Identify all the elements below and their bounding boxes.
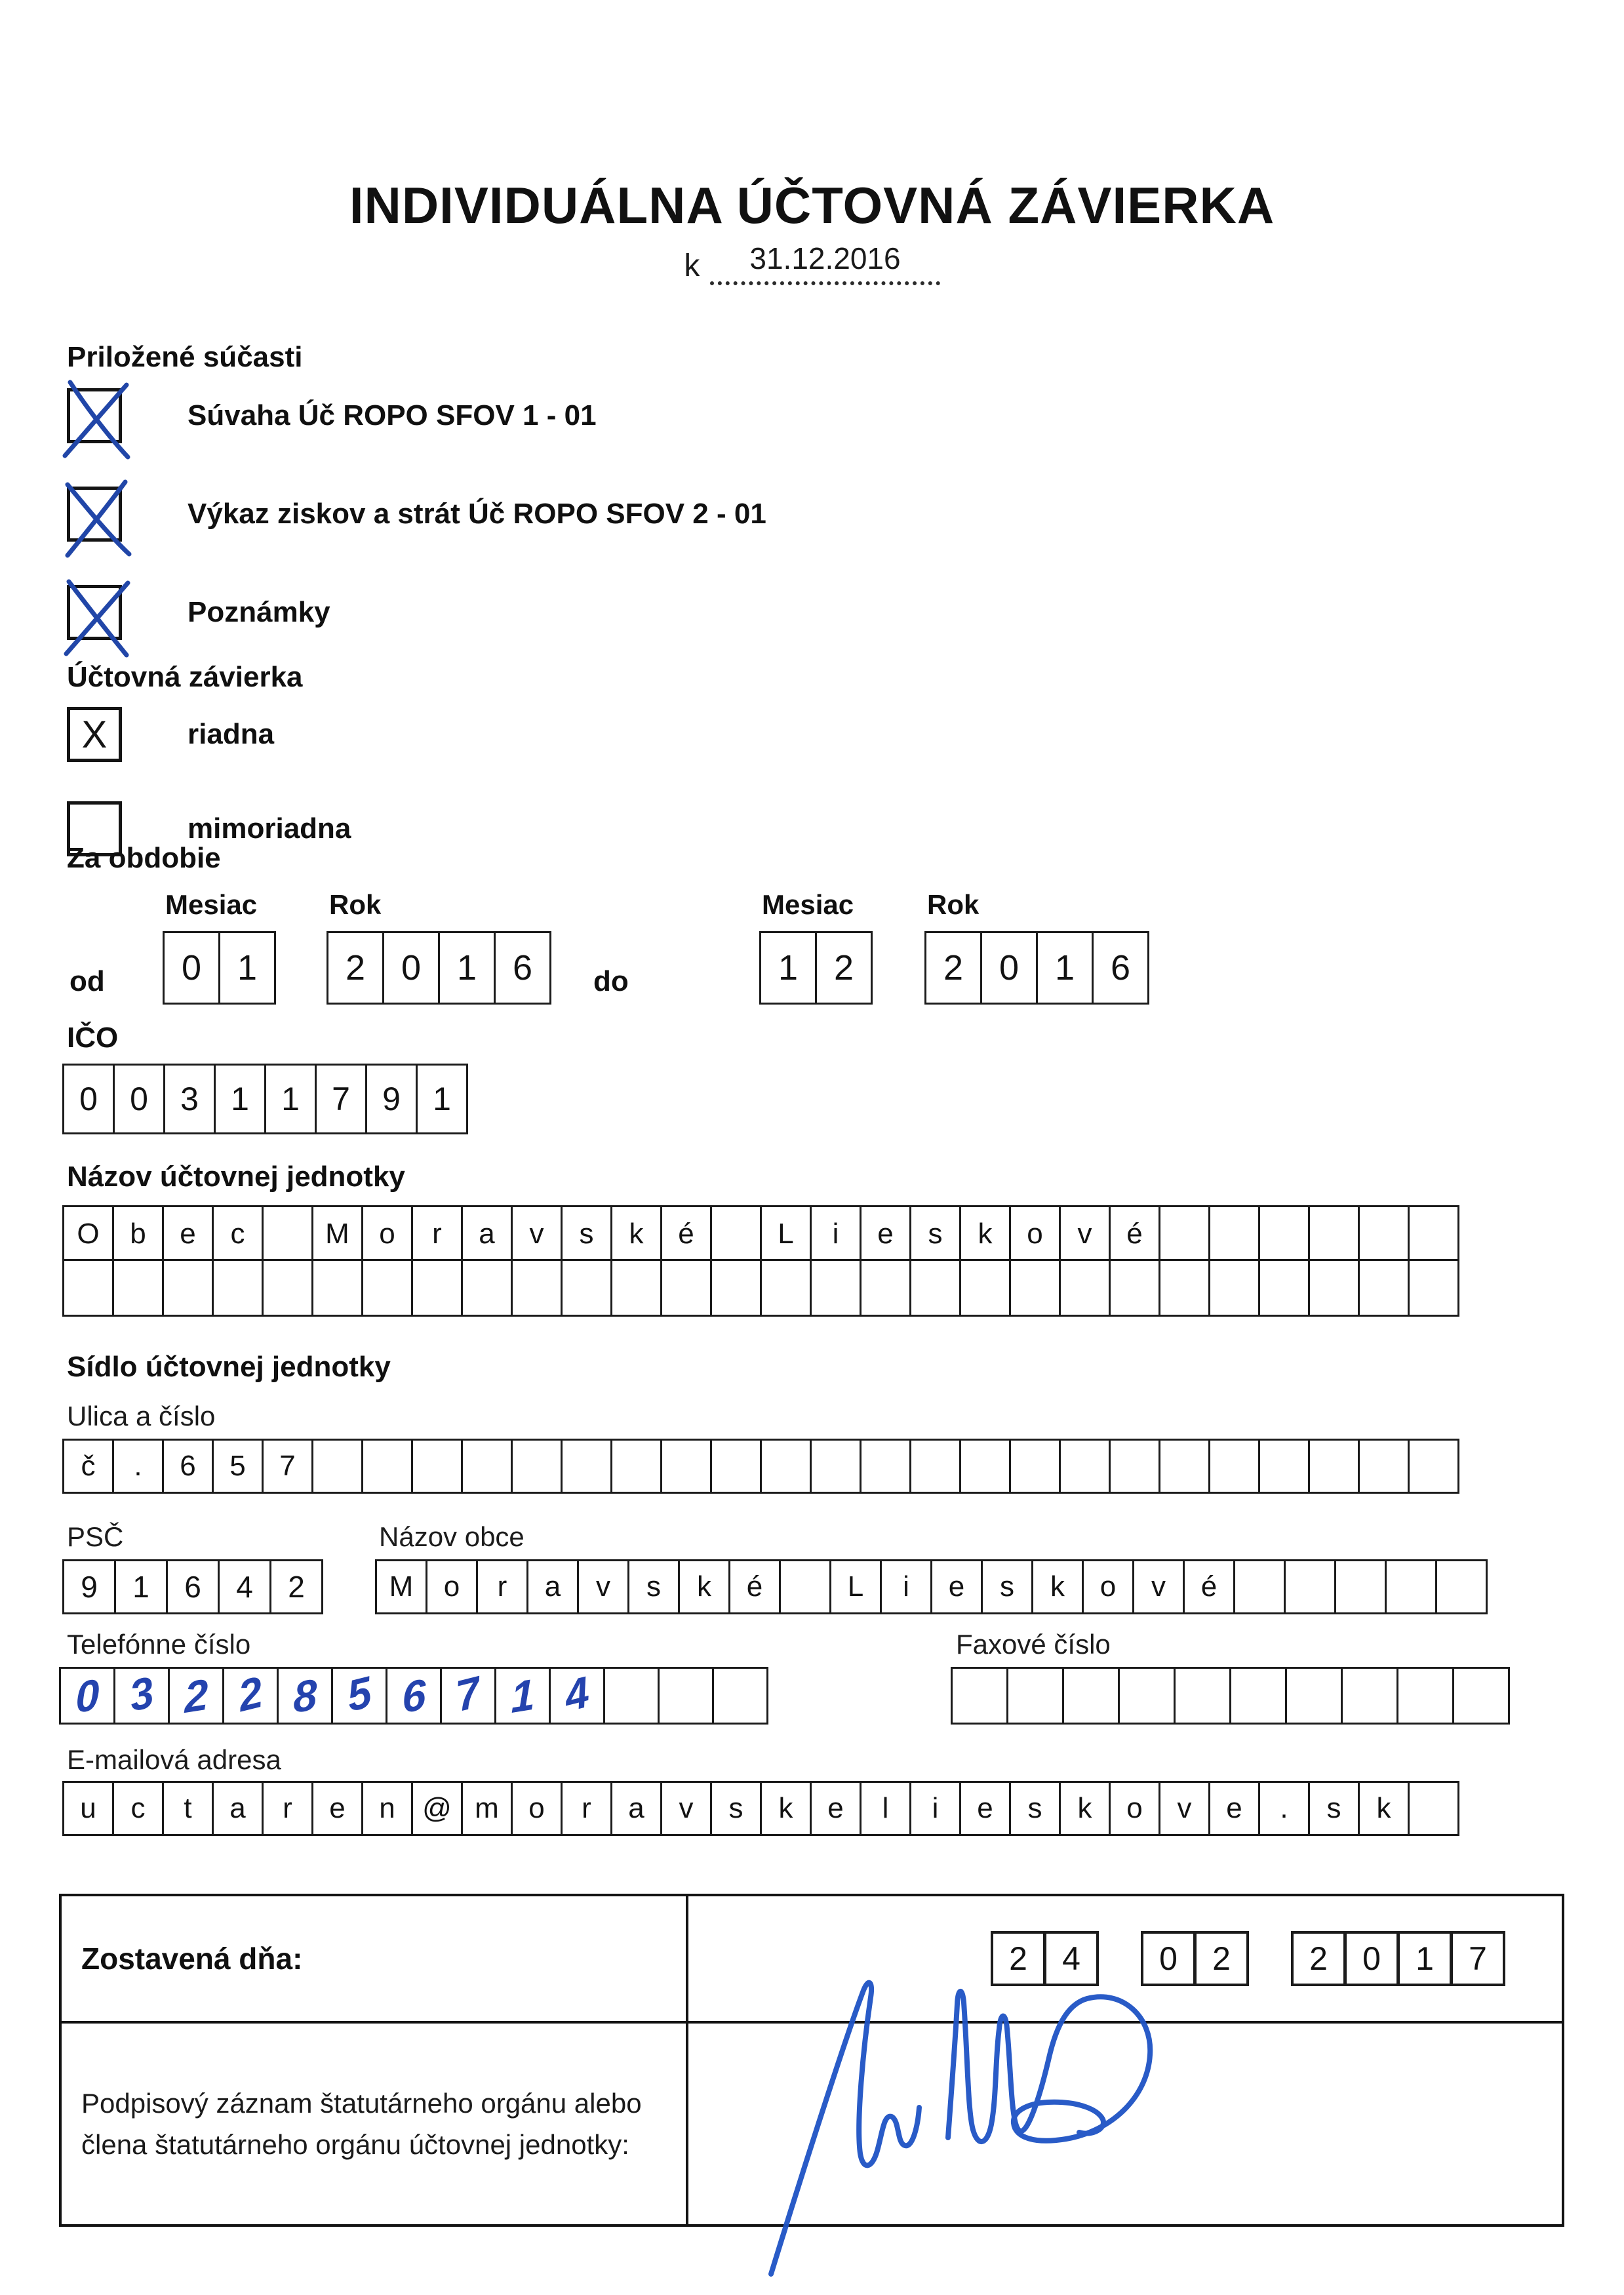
char-cell[interactable]: 7 — [1450, 1931, 1505, 1986]
char-cell[interactable] — [1258, 1205, 1310, 1263]
period-to-year-grid — [924, 931, 1149, 1005]
char-cell[interactable] — [311, 1439, 363, 1494]
char-cell[interactable]: i — [909, 1781, 961, 1836]
char-cell[interactable] — [1408, 1259, 1459, 1317]
period-to-year-group — [924, 889, 1149, 1005]
char-cell[interactable] — [810, 1259, 862, 1317]
obec-label: Názov obce — [379, 1521, 525, 1552]
char-cell[interactable] — [1059, 1259, 1111, 1317]
char-cell[interactable]: o — [426, 1559, 478, 1614]
period-from-label: od — [69, 965, 105, 997]
char-cell[interactable] — [760, 1439, 812, 1494]
char-cell[interactable] — [62, 1259, 114, 1317]
year-label: Rok — [329, 889, 382, 920]
attachment-label-poznamky: Poznámky — [188, 596, 330, 628]
date-prefix: k — [684, 249, 700, 283]
char-cell[interactable] — [959, 1259, 1011, 1317]
period-from-month-group — [163, 889, 276, 1005]
char-cell[interactable]: M — [375, 1559, 427, 1614]
char-cell[interactable] — [1258, 1259, 1310, 1317]
char-cell[interactable]: 6 — [494, 931, 551, 1005]
char-cell[interactable] — [1009, 1439, 1061, 1494]
char-cell[interactable]: e — [959, 1781, 1011, 1836]
period-to-month-group — [759, 889, 873, 1005]
email-label: E-mailová adresa — [67, 1744, 281, 1775]
char-cell[interactable]: i — [880, 1559, 932, 1614]
obec-grid — [375, 1559, 1488, 1614]
char-cell[interactable] — [660, 1259, 712, 1317]
char-cell[interactable] — [760, 1259, 812, 1317]
char-cell[interactable] — [610, 1439, 662, 1494]
char-cell[interactable]: k — [760, 1781, 812, 1836]
char-cell[interactable]: k — [1059, 1781, 1111, 1836]
char-cell[interactable] — [610, 1259, 662, 1317]
char-cell[interactable]: č — [62, 1439, 114, 1494]
char-cell[interactable]: 6 — [166, 1559, 220, 1614]
char-cell[interactable]: 0 — [1344, 1931, 1399, 1986]
char-cell[interactable] — [1208, 1205, 1260, 1263]
char-cell[interactable] — [1109, 1259, 1160, 1317]
char-cell[interactable] — [461, 1259, 513, 1317]
period-from-month-grid — [163, 931, 276, 1005]
char-cell[interactable]: 2 — [269, 1559, 323, 1614]
char-cell[interactable]: 1 — [114, 1559, 168, 1614]
char-cell[interactable] — [1308, 1205, 1360, 1263]
char-cell[interactable] — [660, 1439, 712, 1494]
char-cell[interactable]: 7 — [262, 1439, 313, 1494]
pen-x-mark-icon — [61, 578, 134, 656]
char-cell[interactable] — [511, 1439, 563, 1494]
entity-name-heading: Názov účtovnej jednotky — [67, 1161, 405, 1193]
char-cell[interactable]: 0 — [62, 1064, 115, 1134]
char-cell[interactable] — [1408, 1205, 1459, 1263]
char-cell[interactable]: v — [1159, 1781, 1210, 1836]
checkbox-riadna[interactable] — [67, 707, 122, 762]
char-cell[interactable]: s — [981, 1559, 1033, 1614]
as-of-date-value: 31.12.2016 — [749, 241, 901, 275]
char-cell[interactable] — [361, 1259, 413, 1317]
attachment-label-suvaha: Súvaha Úč ROPO SFOV 1 - 01 — [188, 399, 597, 431]
char-cell[interactable]: a — [461, 1205, 513, 1263]
char-cell[interactable]: 4 — [1044, 1931, 1099, 1986]
char-cell[interactable] — [1385, 1559, 1437, 1614]
char-cell[interactable]: 2 — [815, 931, 873, 1005]
char-cell[interactable]: e — [162, 1205, 214, 1263]
month-label: Mesiac — [165, 889, 258, 920]
char-cell[interactable]: 2 — [924, 931, 982, 1005]
char-cell[interactable] — [1059, 1439, 1111, 1494]
char-cell[interactable]: a — [526, 1559, 579, 1614]
prepared-on-label: Zostavená dňa: — [81, 1942, 303, 1976]
char-cell[interactable]: e — [1208, 1781, 1260, 1836]
char-cell[interactable] — [909, 1259, 961, 1317]
char-cell[interactable] — [1308, 1439, 1360, 1494]
char-cell[interactable]: o — [1109, 1781, 1160, 1836]
char-cell[interactable]: 3 — [163, 1064, 216, 1134]
char-cell[interactable] — [1006, 1667, 1064, 1725]
char-cell[interactable] — [1118, 1667, 1176, 1725]
char-cell[interactable] — [1159, 1439, 1210, 1494]
char-cell[interactable] — [1334, 1559, 1387, 1614]
pen-x-mark-icon — [61, 479, 134, 558]
char-cell[interactable]: e — [311, 1781, 363, 1836]
char-cell[interactable] — [1159, 1205, 1210, 1263]
closing-type-label-mimoriadna: mimoriadna — [188, 812, 351, 845]
char-cell[interactable] — [1258, 1439, 1310, 1494]
char-cell[interactable] — [712, 1667, 768, 1725]
char-cell[interactable] — [1358, 1205, 1410, 1263]
char-cell[interactable] — [1408, 1781, 1459, 1836]
char-cell[interactable]: 8 — [277, 1667, 333, 1725]
char-cell[interactable]: i — [810, 1205, 862, 1263]
char-cell[interactable] — [658, 1667, 714, 1725]
char-cell[interactable]: é — [1109, 1205, 1160, 1263]
psc-grid — [62, 1559, 323, 1614]
char-cell[interactable]: 0 — [1141, 1931, 1196, 1986]
char-cell[interactable] — [860, 1439, 911, 1494]
signature-label-line1: Podpisový záznam štatutárneho orgánu alebo — [81, 2088, 642, 2119]
char-cell[interactable] — [1208, 1439, 1260, 1494]
char-cell[interactable]: e — [930, 1559, 983, 1614]
char-cell[interactable]: r — [476, 1559, 528, 1614]
entity-name-grid-row1 — [62, 1205, 1459, 1263]
char-cell[interactable]: 2 — [327, 931, 384, 1005]
char-cell[interactable]: 9 — [62, 1559, 116, 1614]
char-cell[interactable] — [779, 1559, 831, 1614]
char-cell[interactable]: 1 — [494, 1667, 551, 1725]
char-cell[interactable]: 2 — [1194, 1931, 1249, 1986]
char-cell[interactable]: 2 — [1291, 1931, 1346, 1986]
char-cell[interactable]: r — [262, 1781, 313, 1836]
char-cell[interactable]: k — [1358, 1781, 1410, 1836]
closing-type-row-riadna — [67, 707, 274, 762]
year-label: Rok — [927, 889, 980, 920]
char-cell[interactable]: s — [1009, 1781, 1061, 1836]
char-cell[interactable] — [361, 1439, 413, 1494]
char-cell[interactable]: o — [1082, 1559, 1134, 1614]
char-cell[interactable]: 0 — [980, 931, 1038, 1005]
char-cell[interactable] — [411, 1439, 463, 1494]
char-cell[interactable]: é — [1183, 1559, 1235, 1614]
char-cell[interactable] — [1284, 1559, 1336, 1614]
prepared-on-cell — [62, 1896, 688, 2024]
char-cell[interactable]: r — [561, 1781, 612, 1836]
attachment-row-vykaz — [67, 487, 766, 542]
closing-type-heading: Účtovná závierka — [67, 661, 303, 693]
char-cell[interactable]: 1 — [1036, 931, 1094, 1005]
char-cell[interactable] — [810, 1439, 862, 1494]
char-cell[interactable]: k — [959, 1205, 1011, 1263]
ico-heading: IČO — [67, 1022, 119, 1054]
char-cell[interactable]: 7 — [440, 1667, 496, 1725]
form-title: INDIVIDUÁLNA ÚČTOVNÁ ZÁVIERKA — [349, 176, 1275, 234]
char-cell[interactable]: o — [1009, 1205, 1061, 1263]
checkbox-poznamky[interactable] — [67, 585, 122, 640]
char-cell[interactable]: 6 — [386, 1667, 442, 1725]
char-cell[interactable]: 7 — [315, 1064, 367, 1134]
char-cell[interactable] — [1109, 1439, 1160, 1494]
char-cell[interactable] — [710, 1205, 762, 1263]
prepared-year-grid — [1291, 1931, 1505, 1986]
char-cell[interactable] — [1159, 1259, 1210, 1317]
char-cell[interactable]: n — [361, 1781, 413, 1836]
ico-grid — [62, 1064, 468, 1134]
char-cell[interactable]: v — [1059, 1205, 1111, 1263]
char-cell[interactable] — [1308, 1259, 1360, 1317]
sidlo-heading: Sídlo účtovnej jednotky — [67, 1351, 391, 1383]
as-of-date-field[interactable] — [710, 241, 940, 285]
char-cell[interactable]: 2 — [991, 1931, 1046, 1986]
char-cell[interactable]: 1 — [416, 1064, 468, 1134]
char-cell[interactable]: b — [112, 1205, 164, 1263]
char-cell[interactable]: k — [1031, 1559, 1084, 1614]
title-block — [0, 176, 1624, 285]
char-cell[interactable] — [1062, 1667, 1120, 1725]
char-cell[interactable] — [311, 1259, 363, 1317]
char-cell[interactable]: a — [212, 1781, 264, 1836]
char-cell[interactable]: k — [678, 1559, 730, 1614]
checkbox-suvaha[interactable] — [67, 388, 122, 443]
period-from-year-group — [327, 889, 551, 1005]
char-cell[interactable] — [1341, 1667, 1398, 1725]
char-cell[interactable]: 6 — [1092, 931, 1149, 1005]
signature-icon — [751, 1966, 1171, 2294]
char-cell[interactable] — [1435, 1559, 1488, 1614]
char-cell[interactable] — [162, 1259, 214, 1317]
period-from-year-grid — [327, 931, 551, 1005]
char-cell[interactable] — [1174, 1667, 1231, 1725]
char-cell[interactable]: v — [577, 1559, 629, 1614]
char-cell[interactable] — [860, 1259, 911, 1317]
char-cell[interactable]: 3 — [113, 1667, 170, 1725]
char-cell[interactable]: L — [760, 1205, 812, 1263]
char-cell[interactable]: O — [62, 1205, 114, 1263]
char-cell[interactable] — [1396, 1667, 1454, 1725]
char-cell[interactable]: 1 — [218, 931, 276, 1005]
period-to-month-grid — [759, 931, 873, 1005]
char-cell[interactable]: c — [212, 1205, 264, 1263]
attachment-row-poznamky — [67, 585, 330, 640]
char-cell[interactable] — [511, 1259, 563, 1317]
char-cell[interactable]: l — [860, 1781, 911, 1836]
char-cell[interactable] — [561, 1259, 612, 1317]
psc-label: PSČ — [67, 1521, 124, 1552]
char-cell[interactable] — [1358, 1439, 1410, 1494]
char-cell[interactable]: . — [1258, 1781, 1310, 1836]
fax-grid — [951, 1667, 1510, 1725]
char-cell[interactable]: M — [311, 1205, 363, 1263]
char-cell[interactable]: 9 — [365, 1064, 418, 1134]
footer-table — [59, 1894, 1564, 2227]
phone-grid — [59, 1667, 768, 1725]
char-cell[interactable] — [262, 1205, 313, 1263]
char-cell[interactable]: 1 — [438, 931, 496, 1005]
street-grid — [62, 1439, 1459, 1494]
char-cell[interactable]: 5 — [331, 1667, 387, 1725]
char-cell[interactable]: 1 — [759, 931, 817, 1005]
char-cell[interactable]: 1 — [1397, 1931, 1452, 1986]
char-cell[interactable] — [262, 1259, 313, 1317]
char-cell[interactable]: e — [860, 1205, 911, 1263]
char-cell[interactable]: k — [610, 1205, 662, 1263]
char-cell[interactable] — [710, 1439, 762, 1494]
street-label: Ulica a číslo — [67, 1401, 216, 1431]
char-cell[interactable] — [1009, 1259, 1061, 1317]
char-cell[interactable] — [951, 1667, 1008, 1725]
signature-label-line2: člena štatutárneho orgánu účtovnej jednotky: — [81, 2129, 629, 2160]
char-cell[interactable]: s — [627, 1559, 680, 1614]
entity-name-grid-row2 — [62, 1259, 1459, 1317]
char-cell[interactable] — [603, 1667, 660, 1725]
char-cell[interactable] — [710, 1259, 762, 1317]
char-cell[interactable]: a — [610, 1781, 662, 1836]
char-cell[interactable] — [1229, 1667, 1287, 1725]
char-cell[interactable] — [1452, 1667, 1510, 1725]
char-cell[interactable]: s — [909, 1205, 961, 1263]
fax-label: Faxové číslo — [956, 1629, 1111, 1660]
char-cell[interactable]: v — [511, 1205, 563, 1263]
attachments-heading: Priložené súčasti — [67, 341, 303, 373]
char-cell[interactable]: s — [561, 1205, 612, 1263]
char-cell[interactable]: L — [829, 1559, 882, 1614]
char-cell[interactable] — [411, 1259, 463, 1317]
char-cell[interactable]: o — [511, 1781, 563, 1836]
email-grid — [62, 1781, 1459, 1836]
char-cell[interactable]: c — [112, 1781, 164, 1836]
char-cell[interactable]: @ — [411, 1781, 463, 1836]
checkbox-riadna-mark: X — [81, 713, 108, 756]
char-cell[interactable] — [461, 1439, 513, 1494]
char-cell[interactable]: 5 — [212, 1439, 264, 1494]
period-to-label: do — [593, 965, 629, 997]
char-cell[interactable]: 2 — [168, 1667, 224, 1725]
char-cell[interactable]: é — [728, 1559, 781, 1614]
char-cell[interactable]: . — [112, 1439, 164, 1494]
period-heading: Za obdobie — [67, 842, 221, 874]
char-cell[interactable]: s — [1308, 1781, 1360, 1836]
char-cell[interactable]: r — [411, 1205, 463, 1263]
char-cell[interactable]: s — [710, 1781, 762, 1836]
char-cell[interactable]: u — [62, 1781, 114, 1836]
char-cell[interactable]: 0 — [382, 931, 440, 1005]
char-cell[interactable] — [1408, 1439, 1459, 1494]
char-cell[interactable]: 1 — [214, 1064, 266, 1134]
char-cell[interactable]: 1 — [264, 1064, 317, 1134]
char-cell[interactable] — [909, 1439, 961, 1494]
signature-label-cell — [62, 2024, 688, 2224]
char-cell[interactable]: 0 — [59, 1667, 115, 1725]
char-cell[interactable]: o — [361, 1205, 413, 1263]
attachment-label-vykaz: Výkaz ziskov a strát Úč ROPO SFOV 2 - 01 — [188, 498, 766, 530]
char-cell[interactable]: 4 — [218, 1559, 271, 1614]
char-cell[interactable]: 0 — [163, 931, 220, 1005]
char-cell[interactable]: é — [660, 1205, 712, 1263]
month-label: Mesiac — [762, 889, 854, 920]
char-cell[interactable] — [959, 1439, 1011, 1494]
char-cell[interactable]: 2 — [222, 1667, 279, 1725]
attachment-row-suvaha — [67, 388, 597, 443]
char-cell[interactable] — [1233, 1559, 1286, 1614]
as-of-date-line — [0, 241, 1624, 285]
char-cell[interactable]: v — [1132, 1559, 1185, 1614]
char-cell[interactable]: m — [461, 1781, 513, 1836]
closing-type-label-riadna: riadna — [188, 718, 275, 750]
char-cell[interactable] — [1358, 1259, 1410, 1317]
pen-x-mark-icon — [61, 381, 134, 460]
char-cell[interactable] — [212, 1259, 264, 1317]
char-cell[interactable]: v — [660, 1781, 712, 1836]
char-cell[interactable] — [1208, 1259, 1260, 1317]
char-cell[interactable]: t — [162, 1781, 214, 1836]
char-cell[interactable] — [1285, 1667, 1343, 1725]
char-cell[interactable]: 4 — [549, 1667, 605, 1725]
char-cell[interactable] — [561, 1439, 612, 1494]
signature-field[interactable] — [688, 2024, 1562, 2224]
char-cell[interactable]: 6 — [162, 1439, 214, 1494]
char-cell[interactable]: 0 — [113, 1064, 165, 1134]
char-cell[interactable] — [112, 1259, 164, 1317]
checkbox-vykaz[interactable] — [67, 487, 122, 542]
phone-label: Telefónne číslo — [67, 1629, 251, 1660]
char-cell[interactable]: e — [810, 1781, 862, 1836]
